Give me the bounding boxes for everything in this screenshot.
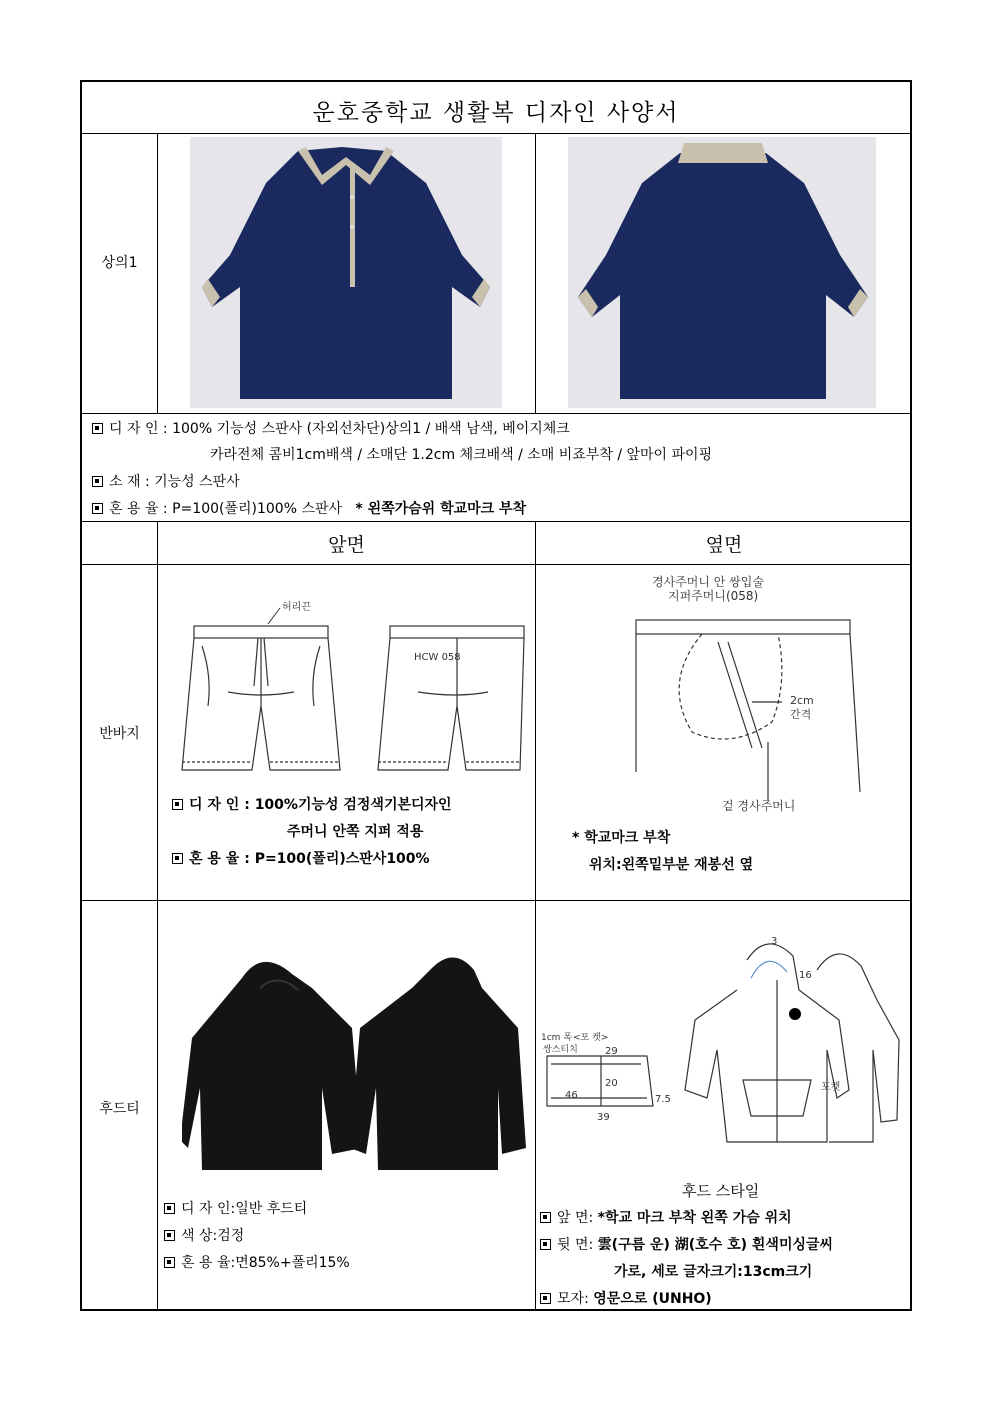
divider: [535, 521, 536, 1311]
side-label-2: 지퍼주머니(058): [668, 589, 759, 603]
checkbox-icon: [540, 1212, 551, 1223]
shorts-design-line: 디 자 인 : 100%기능성 검정색기본디자인: [172, 794, 452, 814]
top-design-label: 디 자 인: [109, 421, 159, 437]
shorts-blend-value: P=100(폴리)스판사100%: [254, 851, 430, 867]
checkbox-icon: [92, 423, 103, 434]
checkbox-icon: [172, 799, 183, 810]
dim-7-5: 7.5: [655, 1094, 671, 1105]
hoodie-blend-label: 혼 용 율: [181, 1255, 231, 1271]
hoodie-blend-value: 면85%+폴리15%: [235, 1255, 350, 1271]
hood-front-value: *학교 마크 부착 왼쪽 가슴 위치: [597, 1210, 792, 1226]
side-label-3: 겉 경사주머니: [722, 799, 796, 812]
polo-back-photo: [568, 137, 876, 408]
pocket-label-1: 1cm 폭: [541, 1033, 572, 1043]
dim-46: 46: [565, 1090, 578, 1101]
shorts-drawing: [168, 594, 528, 784]
pocket-label-2: <포 켓>: [573, 1033, 609, 1043]
hood-back-line: 뒷 면: 雲(구름 운) 湖(호수 호) 흰색미싱글씨: [540, 1234, 833, 1254]
dim-20: 20: [605, 1078, 618, 1089]
top-design-value: 100% 기능성 스판사 (자외선차단)상의1 / 배색 남색, 베이지체크: [172, 421, 570, 437]
shorts-design-line2: 주머니 안쪽 지퍼 적용: [287, 824, 424, 840]
shorts-blend-label: 혼 용 율: [189, 851, 240, 867]
hood-back-line2: 가로, 세로 글자크기:13cm크기: [614, 1264, 813, 1280]
checkbox-icon: [172, 853, 183, 864]
dim-29: 29: [605, 1046, 618, 1057]
top-blend-value: P=100(폴리)100% 스판사: [172, 501, 343, 517]
column-header-front: 앞면: [328, 534, 365, 556]
divider: [82, 133, 910, 134]
divider: [157, 521, 158, 1311]
hood-back-label: 뒷 면: [557, 1237, 589, 1253]
divider: [82, 413, 910, 414]
divider: [82, 564, 910, 565]
pocket-label-3: 쌍스티치: [543, 1045, 578, 1055]
hoodie-design-line: 디 자 인:일반 후드티: [164, 1198, 307, 1218]
top-blend-note: * 왼쪽가슴위 학교마크 부착: [355, 501, 527, 517]
divider: [535, 133, 536, 413]
row-label-top1: 상의1: [101, 255, 138, 271]
side-gap-2: 간격: [790, 708, 812, 721]
hood-cap-line: 모자: 영문으로 (UNHO): [540, 1288, 712, 1308]
dim-39: 39: [597, 1112, 610, 1123]
shorts-code: HCW 058: [414, 652, 461, 663]
checkbox-icon: [164, 1257, 175, 1268]
side-gap-1: 2cm: [790, 694, 814, 707]
checkbox-icon: [540, 1239, 551, 1250]
top-design-line2: 카라전체 콤비1cm배색 / 소매단 1.2cm 체크배색 / 소매 비죠부착 / 앞마이 파이핑: [210, 447, 713, 463]
checkbox-icon: [92, 476, 103, 487]
hoodie-drawing: [537, 930, 909, 1162]
column-header-side: 옆면: [705, 534, 743, 556]
pocket-arrow-label: 포켓: [821, 1082, 841, 1093]
row-label-shorts: 반바지: [99, 726, 140, 742]
hoodie-blend-line: 혼 용 율:면85%+폴리15%: [164, 1252, 350, 1272]
hood-cap-value: 영문으로 (UNHO): [593, 1291, 712, 1307]
hoodie-color-line: 색 상:검정: [164, 1225, 244, 1245]
hoodie-color-value: 검정: [217, 1228, 245, 1244]
dim-3: 3: [771, 936, 778, 947]
row-label-hoodie: 후드티: [99, 1101, 140, 1117]
top-material-value: 기능성 스판사: [154, 474, 240, 490]
checkbox-icon: [164, 1230, 175, 1241]
top-blend-line: 혼 용 율 : P=100(폴리)100% 스판사 * 왼쪽가슴위 학교마크 부착: [92, 498, 526, 518]
mark-note: * 학교마크 부착: [572, 830, 671, 846]
spec-sheet: [80, 80, 912, 1311]
side-label-1: 경사주머니 안 쌍입술: [652, 575, 764, 589]
shorts-blend-line: 혼 용 율 : P=100(폴리)스판사100%: [172, 848, 430, 868]
hoodie-design-value: 일반 후드티: [235, 1201, 308, 1217]
divider: [82, 900, 910, 901]
top-blend-label: 혼 용 율: [109, 501, 159, 517]
hood-back-value: 雲(구름 운) 湖(호수 호) 흰색미싱글씨: [597, 1237, 834, 1253]
top-material-line: 소 재 : 기능성 스판사: [92, 471, 240, 491]
divider: [157, 133, 158, 413]
hood-front-line: 앞 면: *학교 마크 부착 왼쪽 가슴 위치: [540, 1207, 792, 1227]
dim-16: 16: [799, 970, 812, 981]
hood-style-title: 후드 스타일: [682, 1182, 760, 1200]
hoodie-design-label: 디 자 인: [181, 1201, 231, 1217]
hoodie-color-label: 색 상: [181, 1228, 213, 1244]
top-design-line: 디 자 인 : 100% 기능성 스판사 (자외선차단)상의1 / 배색 남색, 베이지체크: [92, 418, 570, 438]
shorts-design-value: 100%기능성 검정색기본디자인: [254, 797, 452, 813]
waist-label: 허리끈: [282, 602, 311, 613]
top-material-label: 소 재: [109, 474, 141, 490]
shorts-side-drawing: [552, 572, 892, 812]
checkbox-icon: [540, 1293, 551, 1304]
hood-front-label: 앞 면: [557, 1210, 589, 1226]
polo-front-photo: [190, 137, 502, 408]
document-title: 운호중학교 생활복 디자인 사양서: [312, 100, 680, 126]
shorts-design-label: 디 자 인: [189, 797, 240, 813]
hood-cap-label: 모자: [557, 1291, 585, 1307]
checkbox-icon: [92, 503, 103, 514]
checkbox-icon: [164, 1203, 175, 1214]
divider: [82, 521, 910, 522]
mark-position: 위치:왼쪽밑부분 재봉선 옆: [589, 857, 754, 873]
hoodie-photo: [182, 948, 528, 1180]
